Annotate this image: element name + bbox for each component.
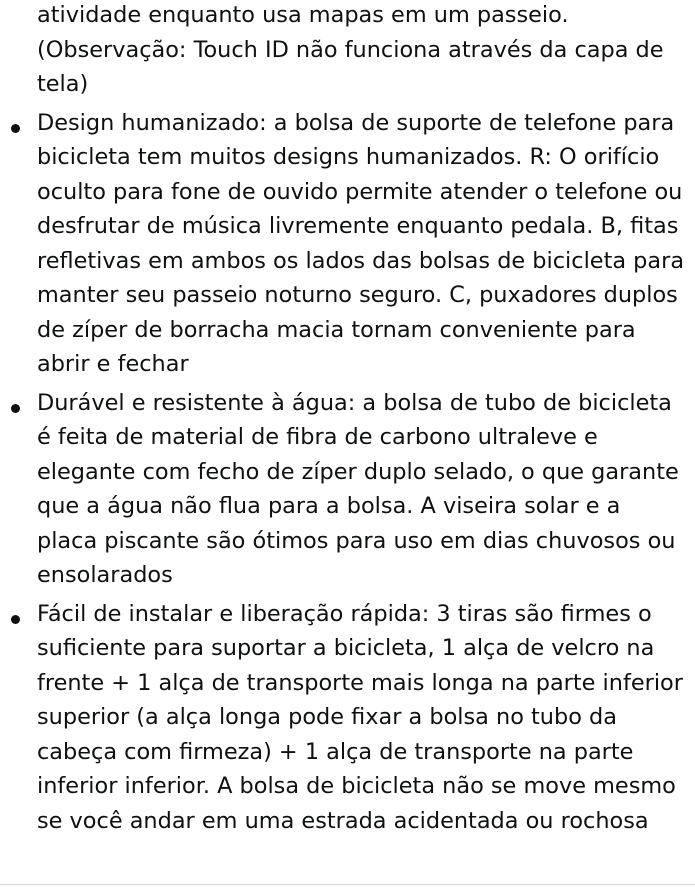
description-continuation-text: atividade enquanto usa mapas em um passeio. (Observação: Touch ID não funciona através da capa de tela) — [37, 2, 664, 97]
bullet-dot-icon — [11, 404, 20, 413]
feature-bullet-text: Fácil de instalar e liberação rápida: 3 tiras são firmes o suficiente para suportar a bicicleta, 1 alça de velcro na frente + 1 alça de transporte mais longa na parte inferior superior (a alça longa pode fixar a bolsa no tubo da cabeça com firmeza) + 1 alça de transporte na parte inferior inferior. A bolsa de bicicleta não se move mesmo se você andar em uma estrada acidentada ou rochosa — [37, 600, 683, 834]
feature-bullet-text: Durável e resistente à água: a bolsa de tubo de bicicleta é feita de material de fibra de carbono ultraleve e elegante com fecho de zíper duplo selado, o que garante que a água não flua para a bolsa. A viseira solar e a placa piscante são ótimos para uso em dias chuvosos ou ensolarados — [37, 389, 679, 588]
bullet-dot-icon — [11, 124, 20, 133]
feature-bullet-text: Design humanizado: a bolsa de suporte de telefone para bicicleta tem muitos designs humanizados. R: O orifício oculto para fone de ouvido permite atender o telefone ou desfrutar de música livremente enquanto pedala. B, fitas refletivas em ambos os lados das bolsas de bicicleta para manter seu passeio noturno seguro. C, puxadores duplos de zíper de borracha macia tornam conveniente para abrir e fechar — [37, 109, 685, 377]
feature-bullet-item — [0, 593, 695, 839]
feature-bullet-item — [0, 102, 695, 382]
bullet-dot-icon — [11, 615, 20, 624]
feature-bullet-item — [0, 382, 695, 593]
feature-bullet-list — [0, 102, 695, 839]
section-divider — [0, 884, 695, 885]
